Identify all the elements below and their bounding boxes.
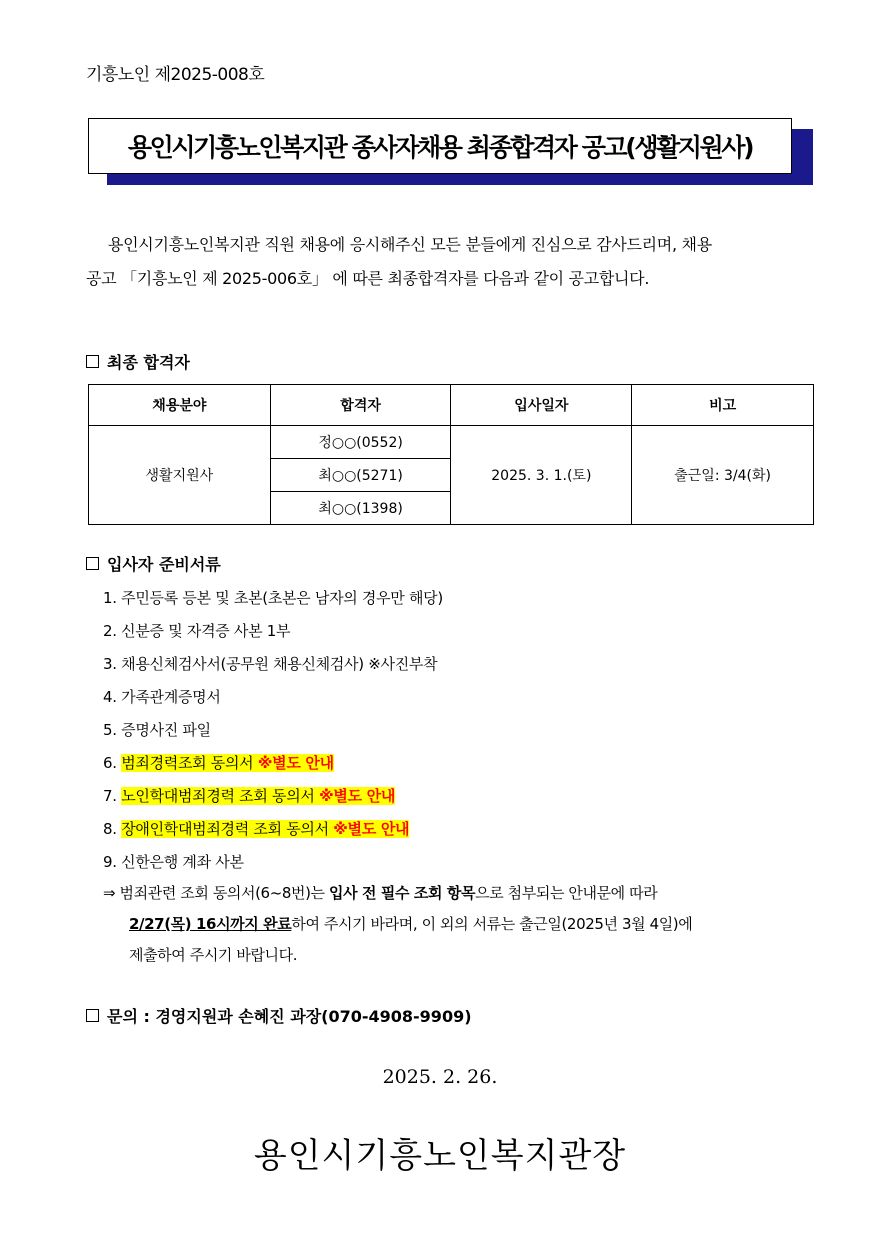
list-item-text: 2. 신분증 및 자격증 사본 1부	[103, 622, 291, 640]
separate-notice-note: ※별도 안내	[319, 787, 396, 805]
deadline-text: 2/27(목) 16시까지 완료	[129, 915, 292, 933]
notice-text: 범죄관련 조회 동의서(6~8번)는	[119, 884, 330, 902]
highlighted-text	[121, 787, 395, 805]
cell-candidate: 최○○(5271)	[270, 459, 451, 492]
contact-text: 문의 : 경영지원과 손혜진 과장(070-4908-9909)	[107, 1007, 472, 1026]
signature: 용인시기흥노인복지관장	[253, 1136, 627, 1176]
list-item	[103, 813, 443, 846]
checkbox-square-icon	[86, 557, 99, 570]
notice-text: 으로 첨부되는 안내문에 따라	[475, 884, 658, 902]
list-item	[103, 714, 443, 747]
highlighted-text	[121, 754, 334, 772]
list-item-text: 범죄경력조회 동의서	[121, 754, 258, 772]
page-title: 용인시기흥노인복지관 종사자채용 최종합격자 공고(생활지원사)	[88, 118, 792, 174]
list-item-text: 1. 주민등록 등본 및 초본(초본은 남자의 경우만 해당)	[103, 589, 443, 607]
notice-line-1	[103, 878, 819, 909]
header-field: 채용분야	[89, 385, 271, 426]
notice-line-2	[103, 909, 819, 940]
list-item-text: 4. 가족관계증명서	[103, 688, 221, 706]
intro-line-2: 공고 「기흥노인 제 2025-006호」 에 따른 최종합격자를 다음과 같이 공고합니다.	[86, 269, 650, 288]
section-docs-label: 입사자 준비서류	[107, 555, 221, 574]
list-item	[103, 648, 443, 681]
separate-notice-note: ※별도 안내	[333, 820, 410, 838]
list-item-number: 8.	[103, 820, 122, 838]
list-item-text: 장애인학대범죄경력 조회 동의서	[121, 820, 334, 838]
results-table	[88, 384, 814, 525]
list-item-text: 9. 신한은행 계좌 사본	[103, 853, 244, 871]
checkbox-square-icon	[86, 1009, 99, 1022]
intro-line-1: 용인시기흥노인복지관 직원 채용에 응시해주신 모든 분들에게 진심으로 감사드리며, 채용	[108, 235, 712, 254]
header-remark: 비고	[632, 385, 814, 426]
notice-line-3	[103, 940, 819, 971]
cell-remark: 출근일: 3/4(화)	[632, 426, 814, 525]
list-item	[103, 615, 443, 648]
intro-paragraph	[86, 228, 828, 296]
header-successful-candidate: 합격자	[270, 385, 451, 426]
highlighted-text	[121, 820, 409, 838]
header-start-date: 입사일자	[451, 385, 632, 426]
cell-candidate: 최○○(1398)	[270, 492, 451, 525]
notice-paragraph	[103, 878, 819, 971]
table-header-row	[89, 385, 814, 426]
cell-start-date: 2025. 3. 1.(토)	[451, 426, 632, 525]
list-item-text: 3. 채용신체검사서(공무원 채용신체검사) ※사진부착	[103, 655, 438, 673]
list-item	[103, 846, 443, 879]
notice-bold-text: 입사 전 필수 조회 항목	[329, 884, 476, 902]
checkbox-square-icon	[86, 355, 99, 368]
document-number: 기흥노인 제2025-008호	[86, 65, 265, 85]
list-item-number: 6.	[103, 754, 122, 772]
list-item	[103, 582, 443, 615]
title-banner	[88, 118, 794, 176]
notice-text: 제출하여 주시기 바랍니다.	[129, 946, 298, 964]
required-documents-list	[103, 582, 443, 879]
section-docs-heading	[86, 552, 221, 575]
table-row	[89, 426, 814, 459]
list-item	[103, 681, 443, 714]
issue-date: 2025. 2. 26.	[382, 1066, 498, 1088]
notice-text: 하여 주시기 바라며, 이 외의 서류는 출근일(2025년 3월 4일)에	[291, 915, 693, 933]
list-item	[103, 747, 443, 780]
list-item-text: 노인학대범죄경력 조회 동의서	[121, 787, 320, 805]
cell-field: 생활지원사	[89, 426, 271, 525]
list-item-number: 7.	[103, 787, 122, 805]
contact-line	[86, 1004, 472, 1027]
separate-notice-note: ※별도 안내	[257, 754, 334, 772]
list-item-text: 5. 증명사진 파일	[103, 721, 211, 739]
section-results-label: 최종 합격자	[107, 353, 190, 372]
cell-candidate: 정○○(0552)	[270, 426, 451, 459]
section-results-heading	[86, 350, 190, 373]
list-item	[103, 780, 443, 813]
arrow-icon: ⇒	[103, 884, 116, 902]
